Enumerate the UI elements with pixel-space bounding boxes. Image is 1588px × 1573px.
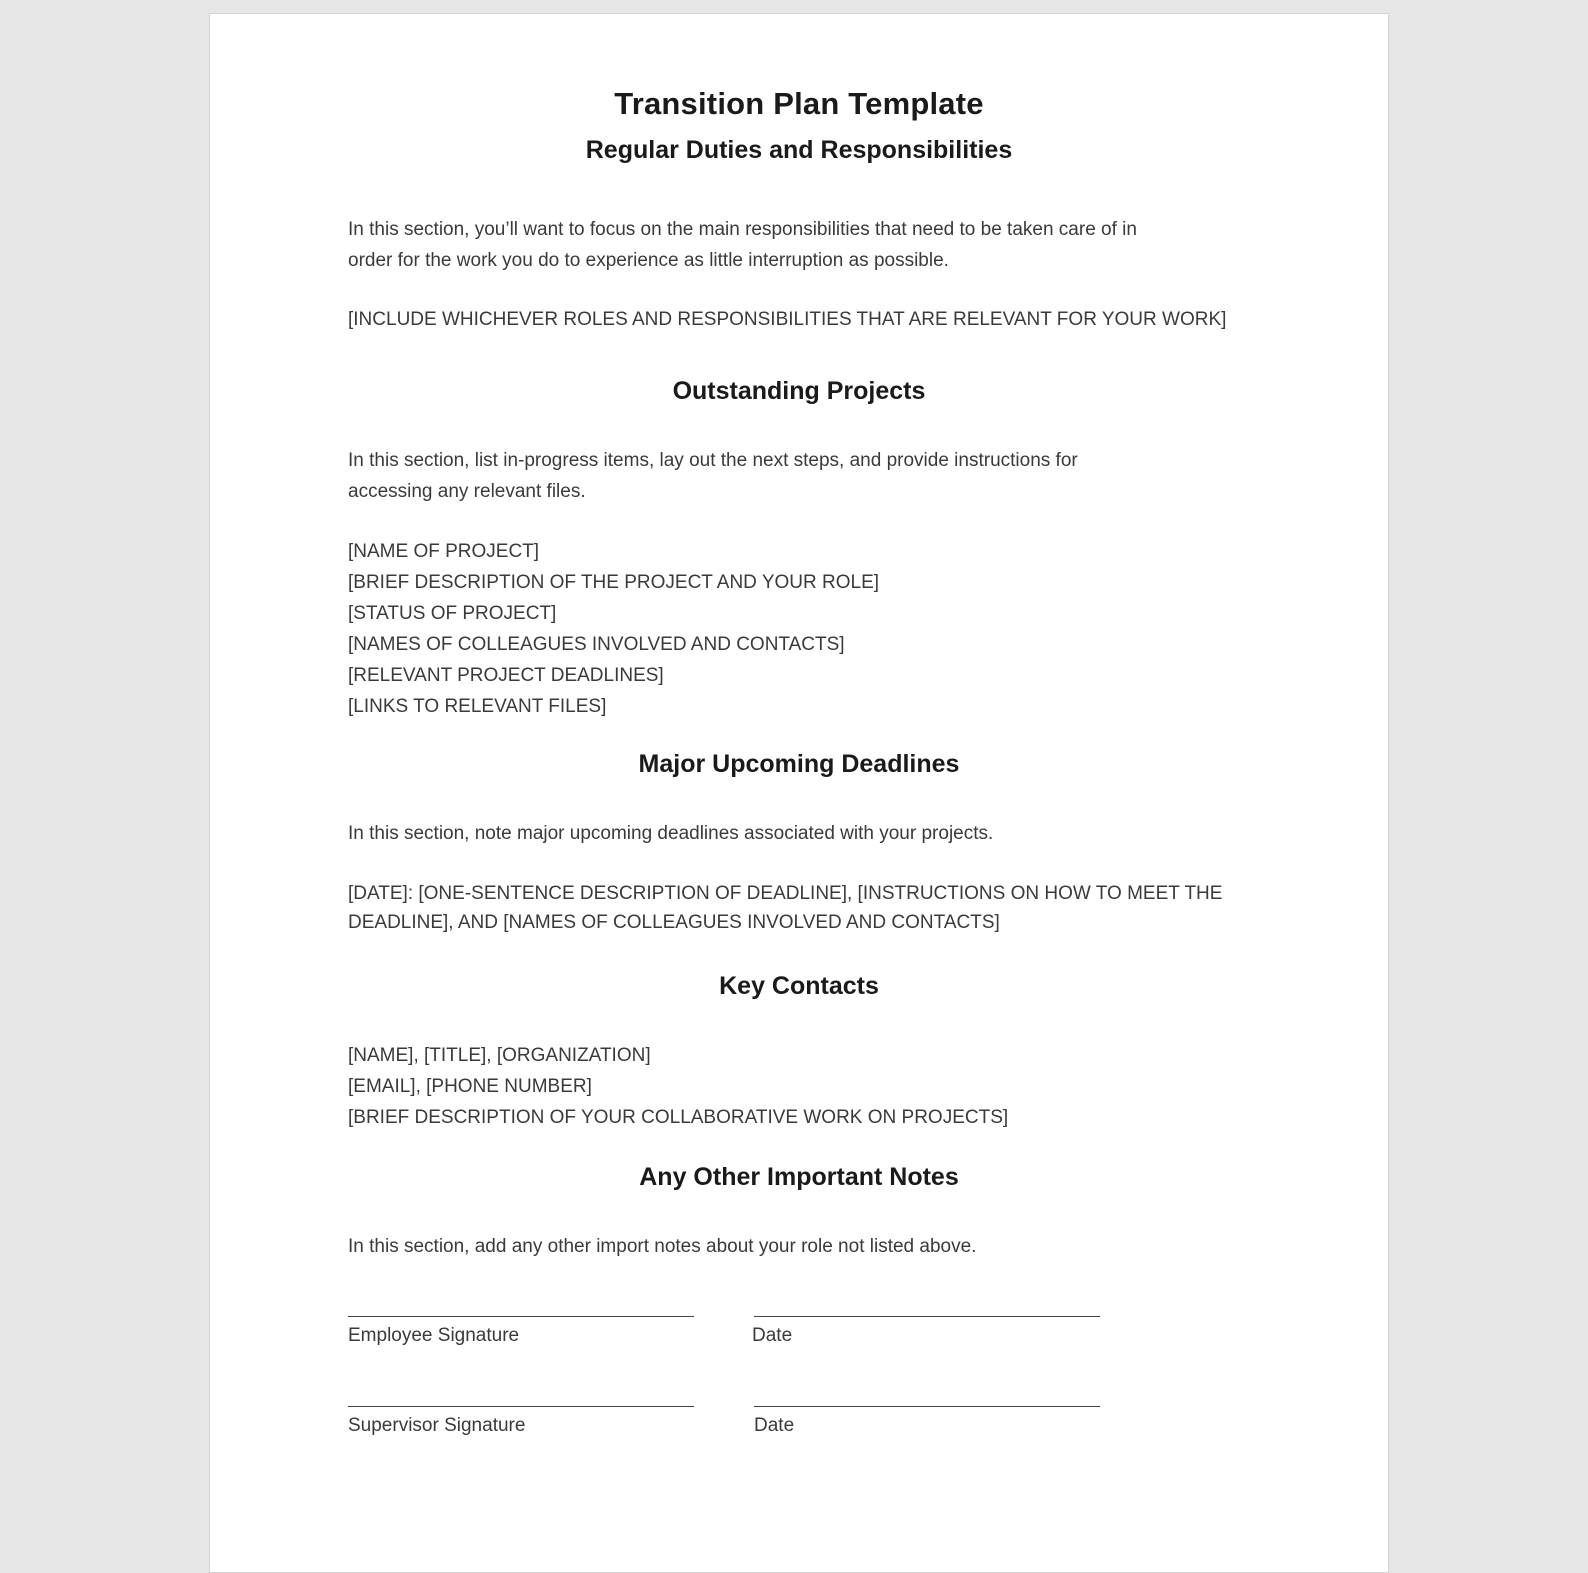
employee-date-label: Date (752, 1325, 793, 1346)
document-content (210, 14, 1388, 1572)
document-title: Transition Plan Template (614, 86, 984, 121)
deadlines-placeholder-line: [DATE]: [ONE-SENTENCE DESCRIPTION OF DEADLINE], [INSTRUCTIONS ON HOW TO MEET THE (348, 883, 1223, 904)
notes-intro: In this section, add any other import notes about your role not listed above. (348, 1236, 977, 1257)
projects-intro (348, 445, 1248, 507)
supervisor-signature-label: Supervisor Signature (348, 1415, 526, 1436)
list-item: [NAME OF PROJECT] (348, 541, 540, 562)
duties-intro (348, 214, 1248, 276)
section-heading-projects: Outstanding Projects (672, 377, 926, 405)
list-item: [RELEVANT PROJECT DEADLINES] (348, 665, 664, 686)
list-item: [BRIEF DESCRIPTION OF YOUR COLLABORATIVE WORK ON PROJECTS] (348, 1107, 1009, 1128)
list-item: [NAMES OF COLLEAGUES INVOLVED AND CONTACTS] (348, 634, 845, 655)
document-page (209, 13, 1389, 1573)
section-heading-notes: Any Other Important Notes (639, 1163, 959, 1191)
duties-intro-line: In this section, you’ll want to focus on the main responsibilities that need to be taken care of in (348, 219, 1137, 240)
duties-placeholder: [INCLUDE WHICHEVER ROLES AND RESPONSIBILITIES THAT ARE RELEVANT FOR YOUR WORK] (348, 309, 1227, 330)
list-item: [EMAIL], [PHONE NUMBER] (348, 1076, 592, 1097)
supervisor-date-label: Date (754, 1415, 795, 1436)
section-heading-deadlines: Major Upcoming Deadlines (638, 750, 960, 778)
deadlines-placeholder-line: DEADLINE], AND [NAMES OF COLLEAGUES INVOLVED AND CONTACTS] (348, 912, 1000, 933)
section-heading-contacts: Key Contacts (719, 972, 879, 1000)
supervisor-date-line (754, 1406, 1100, 1407)
deadlines-intro: In this section, note major upcoming deadlines associated with your projects. (348, 823, 994, 844)
projects-list (348, 536, 1248, 722)
list-item: [STATUS OF PROJECT] (348, 603, 557, 624)
employee-signature-line (348, 1316, 694, 1317)
projects-intro-line: In this section, list in-progress items, lay out the next steps, and provide instructions for (348, 450, 1078, 471)
deadlines-placeholder (348, 879, 1248, 937)
duties-intro-line: order for the work you do to experience as little interruption as possible. (348, 250, 949, 271)
employee-signature-label: Employee Signature (348, 1325, 520, 1346)
supervisor-signature-line (348, 1406, 694, 1407)
list-item: [BRIEF DESCRIPTION OF THE PROJECT AND YOUR ROLE] (348, 572, 880, 593)
section-heading-duties: Regular Duties and Responsibilities (585, 136, 1013, 164)
list-item: [LINKS TO RELEVANT FILES] (348, 696, 607, 717)
employee-date-line (754, 1316, 1100, 1317)
projects-intro-line: accessing any relevant files. (348, 481, 586, 502)
list-item: [NAME], [TITLE], [ORGANIZATION] (348, 1045, 651, 1066)
contacts-list (348, 1040, 1248, 1133)
